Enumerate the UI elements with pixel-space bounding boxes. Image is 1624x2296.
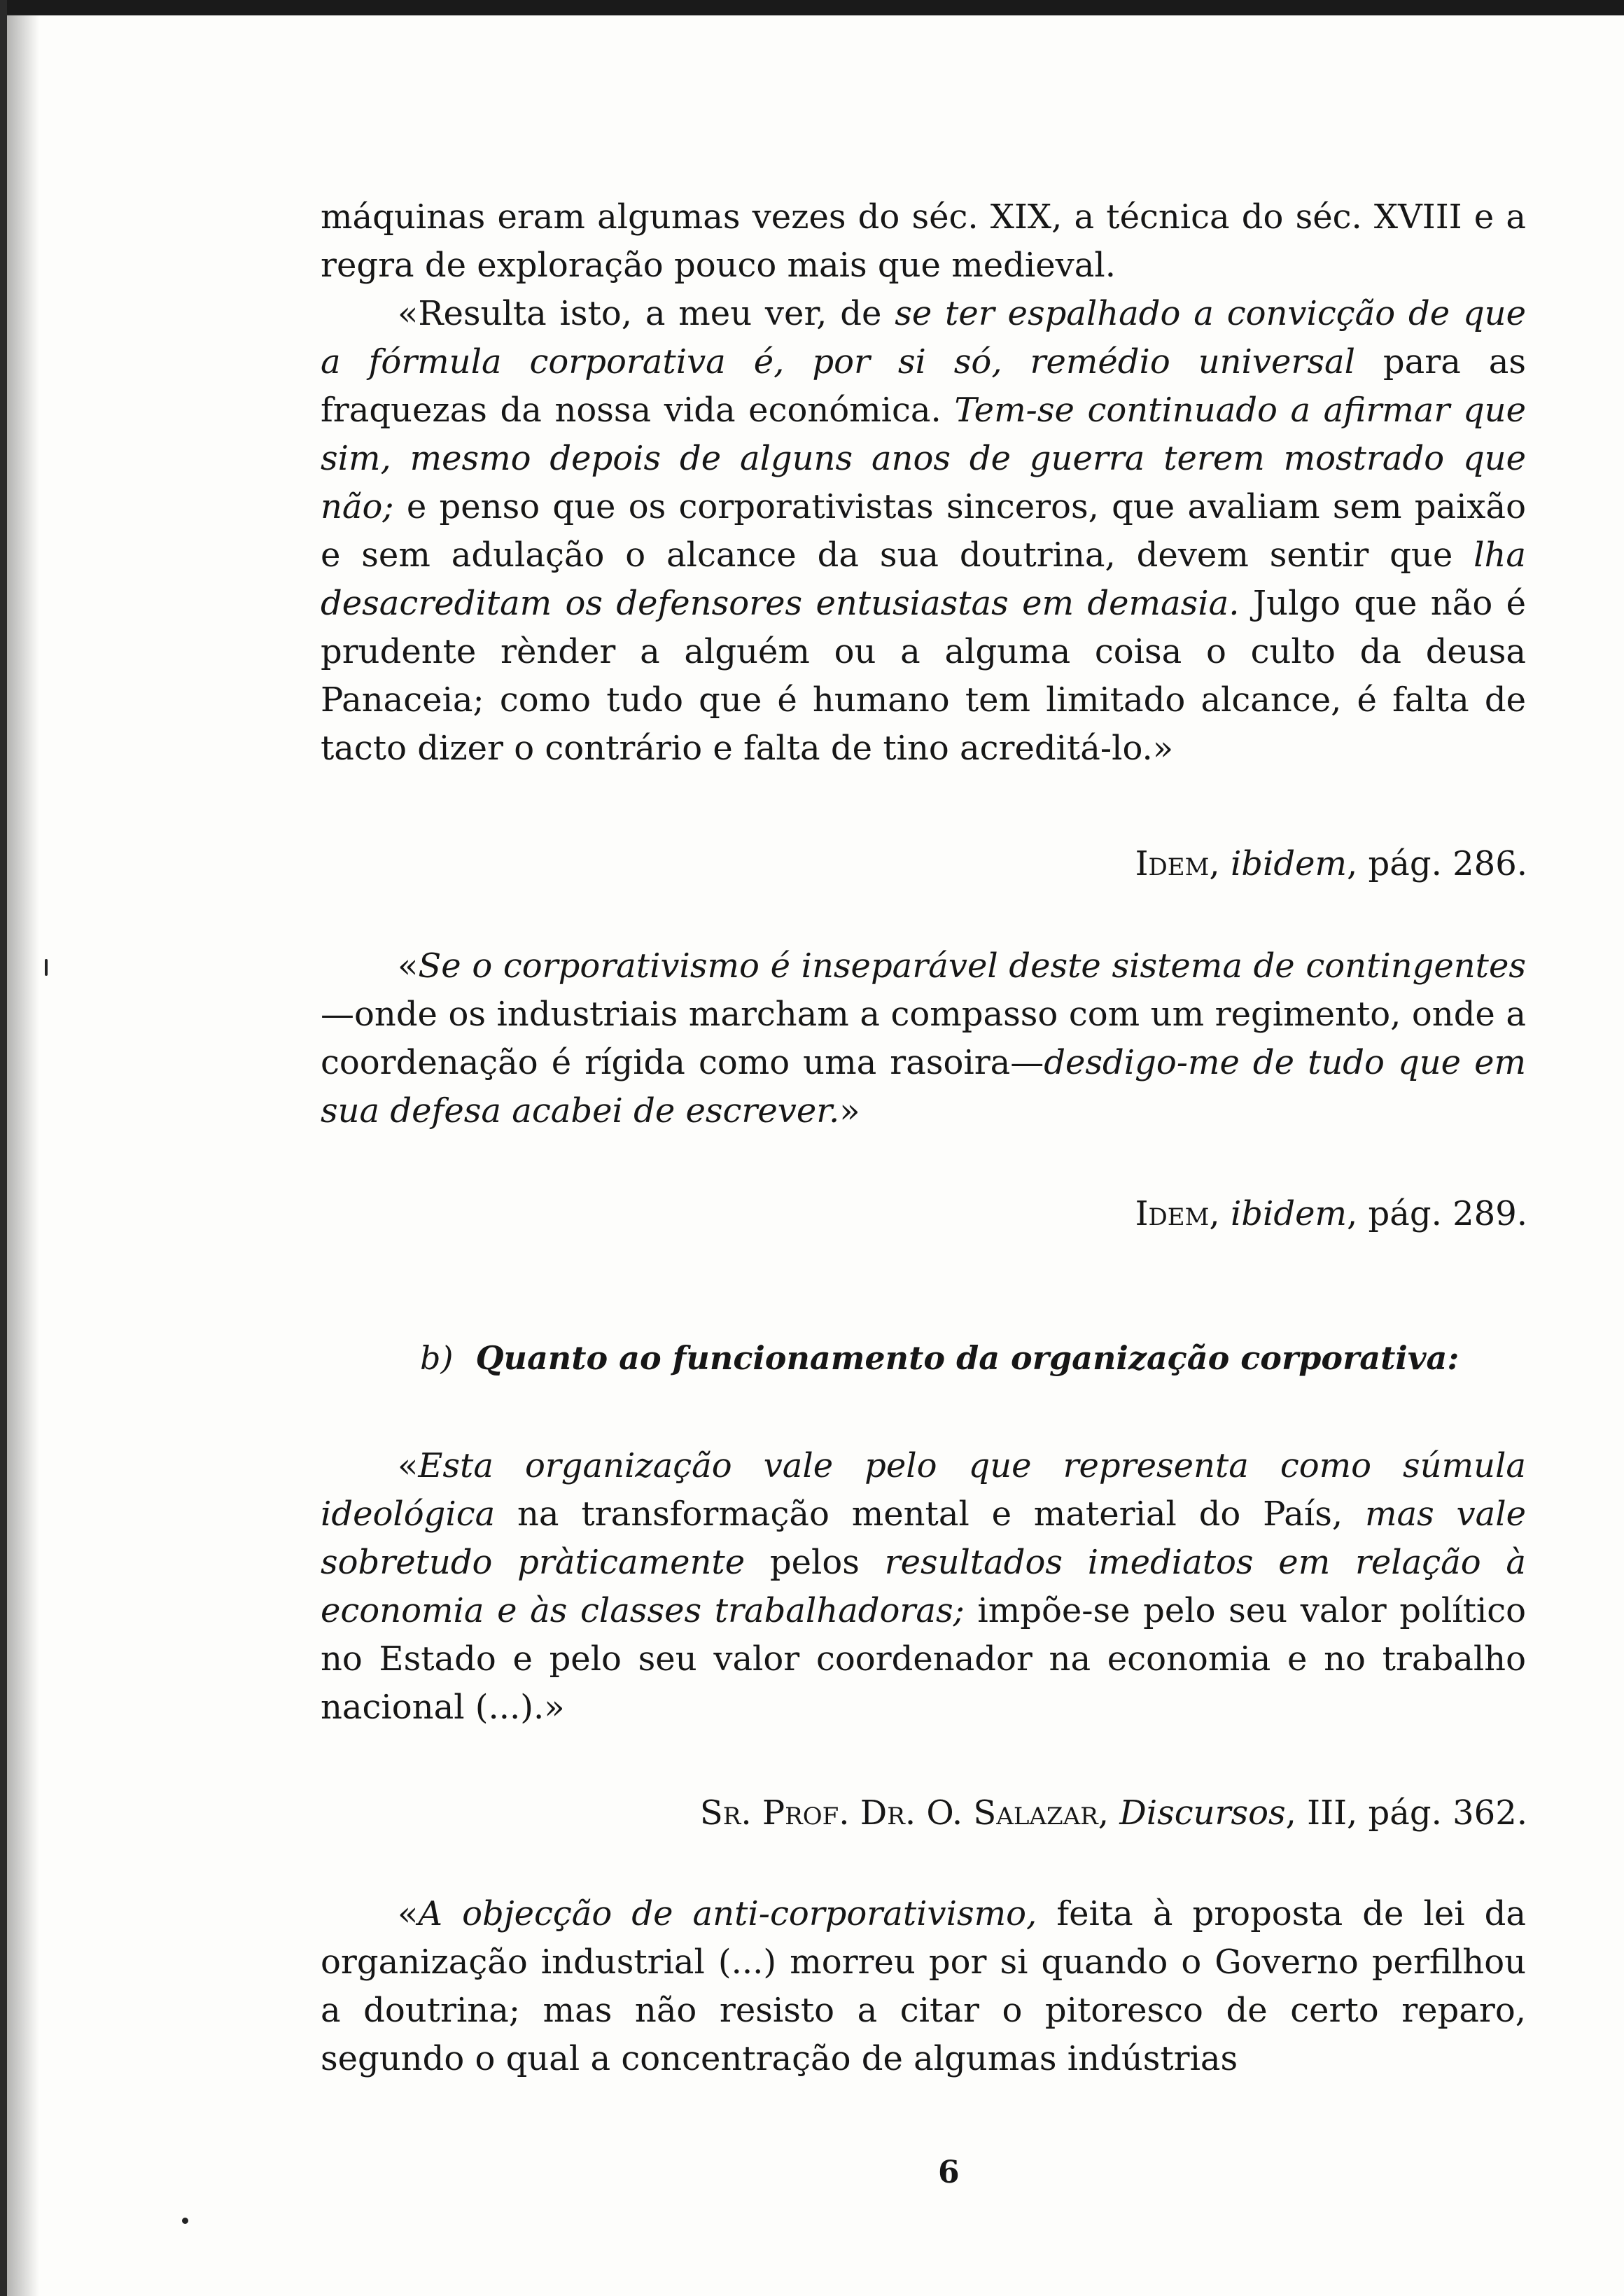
- paragraph-1: máquinas eram algumas vezes do séc. XIX, a técnica do séc. XVIII e a regra de exploração pouco mais que medieval.: [321, 197, 1526, 285]
- citation-1: Idem, ibidem, pág. 286.: [1135, 844, 1527, 883]
- scan-speck: [182, 2218, 188, 2224]
- section-heading: b) Quanto ao funcionamento da organização corporativa:: [420, 1339, 1460, 1377]
- scan-mark: [45, 959, 48, 976]
- page-number: 6: [938, 2155, 960, 2190]
- quote-paragraph-2: «Resulta isto, a meu ver, de se ter espalhado a convicção de que a fórmula corporativa é, por si só, remédio universal para as fraquezas da nossa vida económica. Tem-se continuado a afirmar que sim, mesmo depois de alguns anos de guerra terem mostrado que não; e penso que os corporativistas sinceros, que avaliam sem paixão e sem adulação o alcance da sua doutrina, devem sentir que lha desacreditam os defensores entusiastas em demasia. Julgo que não é prudente rènder a alguém ou a alguma coisa o culto da deusa Panaceia; como tudo que é humano tem limitado alcance, é falta de tacto dizer o contrário e falta de tino acreditá-lo.»: [321, 294, 1527, 768]
- citation-3: Sr. Prof. Dr. O. Salazar, Discursos, III, pág. 362.: [699, 1793, 1527, 1833]
- citation-2: Idem, ibidem, pág. 289.: [1135, 1194, 1527, 1233]
- quote-paragraph-5: «A objecção de anti-corporativismo, feita à proposta de lei da organização industrial (...) morreu por si quando o Governo perfilhou a doutrina; mas não resisto a citar o pitoresco de certo reparo, segundo o qual a concentração de algumas indústrias: [321, 1894, 1526, 2078]
- quote-paragraph-4: «Esta organização vale pelo que representa como súmula ideológica na transformação mental e material do País, mas vale sobretudo pràticamente pelos resultados imediatos em relação à economia e às classes trabalhadoras; impõe-se pelo seu valor político no Estado e pelo seu valor coordenador na economia e no trabalho nacional (...).»: [321, 1446, 1527, 1727]
- quote-paragraph-3: «Se o corporativismo é inseparável deste sistema de contingentes—onde os industriais marcham a compasso com um regimento, onde a coordenação é rígida como uma rasoira—desdigo-me de tudo que em sua defesa acabei de escrever.»: [321, 946, 1526, 1130]
